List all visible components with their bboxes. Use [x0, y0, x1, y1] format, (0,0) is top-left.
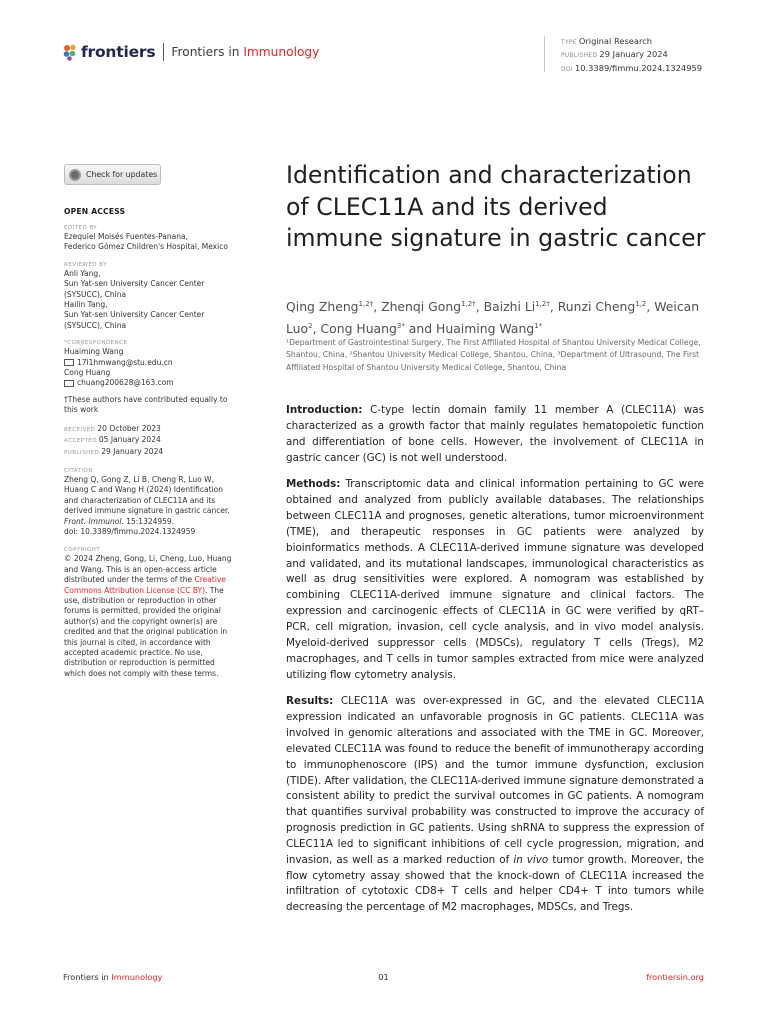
author[interactable] — [381, 299, 476, 314]
author-name: Runzi Cheng — [557, 299, 636, 314]
author[interactable] — [320, 321, 404, 336]
copyright-line: forums is permitted, provided the original — [64, 606, 221, 616]
abstract — [286, 403, 704, 927]
citation-line: Huang C and Wang H (2024) Identification — [64, 485, 223, 495]
author-separator: , — [312, 320, 321, 336]
date-value: 05 January 2024 — [98, 435, 161, 445]
author[interactable] — [484, 299, 550, 314]
corr-name: Huaiming Wang — [64, 347, 124, 357]
copyright-line: credited and that the original publication in — [64, 627, 228, 637]
date-key: RECEIVED — [64, 426, 96, 433]
date-key: ACCEPTED — [64, 438, 97, 445]
date-published — [64, 447, 246, 458]
meta-published — [561, 49, 702, 62]
author-affiliation-mark: 1,2† — [535, 300, 550, 308]
license-link[interactable]: Commons Attribution License (CC BY) — [64, 585, 206, 595]
author-name: Qing Zheng — [286, 299, 359, 314]
footer-journal-accent: Immunology — [111, 972, 163, 982]
citation-journal-line — [64, 517, 246, 527]
author-affiliation-mark: 1* — [534, 321, 543, 330]
section-text: tumor growth. Moreover, the flow cytometry assay showed that the knock-down of CLEC11A increased the infiltration of cytotoxic CD8+ T cells and helper CD4+ T into tumors while decreasing the percentage of M2 macrophages, MDSCs, and Tregs. — [286, 853, 704, 914]
reviewed-by-title: REVIEWED BY — [64, 261, 107, 268]
journal-prefix: Frontiers in — [171, 45, 244, 59]
citation-volume: 15:1324959. — [123, 516, 175, 526]
brand — [63, 41, 319, 63]
equal-contribution-note: this work — [64, 405, 99, 415]
author-separator: , — [646, 299, 655, 314]
journal-accent: Immunology — [243, 45, 320, 59]
copyright-title: COPYRIGHT — [64, 547, 101, 554]
equal-contribution-note: †These authors have contributed equally to — [64, 394, 228, 404]
license-link[interactable]: Creative — [194, 575, 226, 585]
author-affiliation-mark: 3* — [396, 321, 405, 330]
affiliations: ¹Department of Gastrointestinal Surgery, The First Affiliated Hospital of Shantou University Medical College, Shantou, China, ²Shantou University Medical College, Shantou, China, ³Department of Ultrasound, The First Affiliated Hospital of Shantou University Medical College, Shantou, China — [286, 338, 701, 372]
footer-journal-prefix: Frontiers in — [63, 972, 112, 982]
mail-icon — [64, 359, 74, 366]
edited-by-title: EDITED BY — [64, 225, 98, 231]
copyright-text: . The — [205, 585, 224, 595]
corr-email-text: chuang200628@163.com — [77, 378, 174, 388]
author[interactable] — [558, 299, 647, 314]
copyright-text: distributed under the terms of the — [64, 575, 195, 585]
corr-email-link[interactable] — [64, 378, 246, 388]
correspondence-title: *CORRESPONDENCE — [64, 340, 128, 347]
author-separator: , — [475, 299, 484, 314]
date-value: 29 January 2024 — [101, 446, 164, 456]
copyright-line: distribution or reproduction is permitted — [64, 658, 215, 668]
author[interactable] — [286, 299, 373, 314]
author-name: Weican Luo — [286, 299, 700, 336]
article-title: Identification and characterization of CLEC11A and its derived immune signature in gastric cancer — [286, 161, 706, 252]
copyright-line: use, distribution or reproduction in other — [64, 595, 217, 605]
journal-name[interactable] — [171, 45, 319, 59]
abstract-methods — [286, 477, 704, 683]
date-received — [64, 424, 246, 435]
update-check-icon — [69, 169, 81, 181]
article-meta — [544, 36, 702, 72]
sidebar — [64, 164, 246, 679]
meta-value: Original Research — [578, 36, 653, 46]
author-separator: , — [373, 299, 382, 314]
open-access-label: OPEN ACCESS — [64, 207, 126, 216]
copyright-license-line — [64, 586, 246, 596]
meta-value: 10.3389/fimmu.2024.1324959 — [574, 62, 703, 73]
reviewed-by-line: Anli Yang, — [64, 268, 101, 278]
copyright-line: accepted academic practice. No use, — [64, 648, 203, 657]
author-affiliation-mark: 2 — [308, 321, 313, 330]
copyright-line: this journal is cited, in accordance with — [64, 637, 211, 647]
citation-line: and characterization of CLEC11A and its — [64, 495, 216, 505]
citation-doi[interactable]: doi: 10.3389/fimmu.2024.1324959 — [64, 526, 196, 536]
author-list — [286, 295, 711, 338]
page-header — [63, 36, 723, 73]
section-text: CLEC11A was over-expressed in GC, and the elevated CLEC11A expression indicated an unfavorable prognosis in GC patients. CLEC11A was involved in genomic alterations and associated with the TME in GC. Moreover, elevated CLEC11A was found to reduce the benefit of immunotherapy according to immunophenoscore (IPS) and the tumor immune dysfunction, exclusion (TIDE). After validation, the CLEC11A-derived immune signature demonstrated a consistent ability to predict the survival outcomes in GC patients. A nomogram that quantifies survival probability was constructed to improve the accuracy of prognosis prediction in GC patients. Using shRNA to suppress the expression of CLEC11A led to significant inhibitions of cell cycle progression, migration, and invasion, as well as a marked reduction of — [286, 695, 704, 866]
meta-value: 29 January 2024 — [599, 49, 668, 60]
edited-by-line: Ezequiel Moisés Fuentes-Panana, — [64, 232, 188, 241]
date-value: 20 October 2023 — [97, 423, 161, 433]
page-footer — [63, 972, 704, 984]
page-number: 01 — [378, 972, 389, 982]
section-label: Methods: — [286, 478, 341, 491]
reviewed-by-line: Sun Yat-sen University Cancer Center — [64, 310, 205, 320]
author[interactable] — [436, 321, 542, 336]
date-accepted — [64, 435, 246, 446]
meta-type — [561, 36, 702, 49]
corr-name: Cong Huang — [64, 368, 111, 378]
section-label: Results: — [286, 695, 334, 708]
author-name: Cong Huang — [320, 320, 397, 336]
date-key: PUBLISHED — [64, 449, 100, 456]
brand-divider — [163, 43, 164, 61]
author-affiliation-mark: 1,2 — [635, 300, 647, 308]
copyright-license-line — [64, 575, 246, 585]
frontiers-logo-icon — [63, 44, 78, 61]
meta-key: DOI — [561, 66, 573, 73]
author-name: Zhenqi Gong — [381, 299, 462, 314]
edited-by-line: Federico Gómez Children's Hospital, Mexico — [64, 242, 228, 252]
meta-doi[interactable] — [561, 63, 702, 76]
brand-name: frontiers — [81, 43, 156, 61]
abstract-results — [286, 694, 704, 916]
citation-title: CITATION — [64, 467, 93, 474]
author-separator: , — [549, 299, 558, 314]
meta-key: TYPE — [561, 40, 577, 46]
section-text: Transcriptomic data and clinical information pertaining to GC were obtained and analyzed from publicly available databases. The relationships between CLEC11A and prognoses, genetic alterations, tumor microenvironment (TME), and therapeutic responses in GC patients were analyzed by bioinformatics methods. A CLEC11A-derived immune signature was developed and validated, and its mutational landscapes, immunological characteristics as well as drug sensitivities were explored. A nomogram was established by combining CLEC11A-derived immune signature and clinical factors. The expression and carcinogenic effects of CLEC11A in GC were verified by qRT–PCR, cell migration, invasion, cell cycle analysis, and in vivo model analysis. Myeloid-derived suppressor cells (MDSCs), regulatory T cells (Tregs), M2 macrophages, and T cells in tumor samples extracted from mice were analyzed utilizing flow cytometry analysis. — [286, 478, 704, 681]
citation-line: derived immune signature in gastric cancer. — [64, 506, 230, 516]
author-name: Baizhi Li — [483, 299, 536, 314]
author-name: Huaiming Wang — [436, 320, 535, 336]
author-affiliation-mark: 1,2† — [358, 300, 374, 308]
corr-email-text: 17l1hmwang@stu.edu.cn — [77, 357, 173, 367]
abstract-introduction — [286, 403, 704, 466]
section-label: Introduction: — [286, 404, 363, 416]
copyright-line: which does not comply with these terms. — [64, 668, 219, 678]
check-updates-button[interactable] — [64, 164, 161, 185]
author-affiliation-mark: 1,2† — [461, 300, 476, 308]
copyright-line: and Wang. This is an open-access article — [64, 564, 217, 574]
copyright-line: © 2024 Zheng, Gong, Li, Cheng, Luo, Huang — [64, 554, 232, 564]
section-italic: in vivo — [513, 853, 549, 866]
author-separator: and — [404, 320, 437, 336]
reviewed-by-line: (SYSUCC), China — [64, 289, 127, 299]
citation-journal: Front. Immunol. — [64, 516, 124, 526]
copyright-line: author(s) and the copyright owner(s) are — [64, 616, 218, 626]
footer-site-link[interactable]: frontiersin.org — [646, 972, 704, 982]
check-updates-label: Check for updates — [86, 170, 158, 179]
reviewed-by-line: Hailin Tang, — [64, 300, 108, 310]
reviewed-by-line: Sun Yat-sen University Cancer Center — [64, 279, 205, 289]
section-text: C-type lectin domain family 11 member A (CLEC11A) was characterized as a growth factor that mainly regulates hematopoietic function and differentiation of bone cells. However, the involvement of CLEC11A in gastric cancer (GC) is not well understood. — [286, 404, 704, 464]
meta-key: PUBLISHED — [561, 53, 598, 60]
reviewed-by-line: (SYSUCC), China — [64, 320, 127, 330]
corr-email-link[interactable] — [64, 358, 246, 368]
mail-icon — [64, 380, 74, 387]
citation-line: Zheng Q, Gong Z, Li B, Cheng R, Luo W, — [64, 474, 214, 484]
